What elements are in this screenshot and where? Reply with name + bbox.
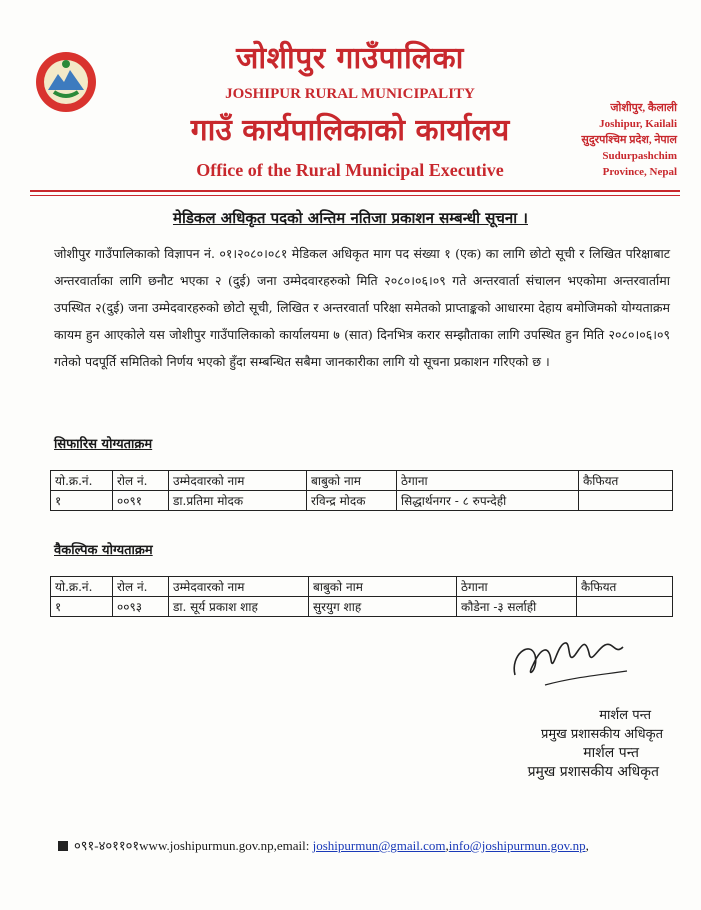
table-row <box>51 597 673 617</box>
table-header-row <box>51 577 673 597</box>
col-header: रोल नं. <box>113 577 169 597</box>
footer-contact <box>58 836 589 854</box>
address-line: जोशीपुर, कैलाली <box>610 102 677 114</box>
notice-body: जोशीपुर गाउँपालिकाको विज्ञापन नं. ०१।२०८०।०८१ मेडिकल अधिकृत माग पद संख्या १ (एक) का लागि छोटो सूची र लिखित परिक्षाबाट अन्तरवार्ताका लागि छनौट भएका २ (दुई) जना उम्मेदवारहरुको मिति २०८०।०६।०९ गते अन्तरवार्ता संचालन भएकोमा अन्तरवार्तामा उपस्थित २(दुई) जना उम्मेदवारहरुको छोटो सूची, लिखित र अन्तरवार्ता परिक्षा समेतको प्राप्ताङ्कको आधारमा देहाय बमोजिमको योग्यताक्रम कायम हुन आएकोले यस जोशीपुर गाउँपालिकाको कार्यालयमा ७ (सात) दिनभित्र करार सम्झौताका लागि उपस्थित हुन मिति २०८०।०६।०९ गतेको पदपूर्ति समितिको निर्णय भएको हुँदा सम्बन्धित सबैमा जानकारीका लागि यो सूचना प्रकाशन गरिएको छ । <box>54 246 670 369</box>
municipality-name-english: JOSHIPUR RURAL MUNICIPALITY <box>225 86 475 102</box>
footer-separator: , <box>445 838 449 853</box>
table-cell: ००९३ <box>113 597 169 617</box>
col-header: उम्मेदवारको नाम <box>169 471 307 491</box>
handwritten-signature-icon <box>505 625 635 695</box>
address-line: Joshipur, Kailali <box>599 118 677 130</box>
office-name-nepali: गाउँ कार्यपालिकाको कार्यालय <box>190 113 510 148</box>
col-header: रोल नं. <box>113 471 169 491</box>
table-cell: सिद्धार्थनगर - ८ रुपन्देही <box>397 491 579 511</box>
email-link-info[interactable]: info@joshipurmun.gov.np <box>448 838 586 853</box>
municipality-name-nepali: जोशीपुर गाउँपालिका <box>236 41 464 76</box>
stamp-designation: प्रमुख प्रशासकीय अधिकृत <box>527 764 659 780</box>
col-header: बाबुको नाम <box>309 577 457 597</box>
col-header: यो.क्र.नं. <box>51 471 113 491</box>
table-cell: ००९१ <box>113 491 169 511</box>
col-header: बाबुको नाम <box>307 471 397 491</box>
table-cell: कौडेना -३ सर्लाही <box>457 597 577 617</box>
col-header: उम्मेदवारको नाम <box>169 577 309 597</box>
table-cell: सुरयुग शाह <box>309 597 457 617</box>
recommended-section-title: सिफारिस योग्यताक्रम <box>54 437 153 452</box>
email-link-gmail[interactable]: joshipurmun@gmail.com <box>312 838 446 853</box>
alternate-section-title: वैकल्पिक योग्यताक्रम <box>54 543 153 558</box>
office-address <box>527 100 677 180</box>
table-row <box>51 491 673 511</box>
table-cell: डा.प्रतिमा मोदक <box>169 491 307 511</box>
table-header-row <box>51 471 673 491</box>
table-cell: रविन्द्र मोदक <box>307 491 397 511</box>
recommended-table <box>50 470 673 511</box>
table-cell <box>579 491 673 511</box>
header-divider-thin <box>30 195 680 196</box>
signer-name: मार्शल पन्त <box>599 708 651 723</box>
col-header: कैफियत <box>579 471 673 491</box>
table-cell: १ <box>51 491 113 511</box>
signer-designation: प्रमुख प्रशासकीय अधिकृत <box>540 727 663 742</box>
alternate-table <box>50 576 673 617</box>
col-header: ठेगाना <box>457 577 577 597</box>
address-line: सुदुरपश्चिम प्रदेश, नेपाल <box>581 134 677 146</box>
nepal-emblem-icon <box>34 50 98 114</box>
table-cell: डा. सूर्य प्रकाश शाह <box>169 597 309 617</box>
table-cell: १ <box>51 597 113 617</box>
notice-title: मेडिकल अधिकृत पदको अन्तिम नतिजा प्रकाशन सम्बन्धी सूचना । <box>172 209 528 227</box>
table-cell <box>577 597 673 617</box>
footer-end: , <box>585 838 589 853</box>
address-line: Sudurpashchim <box>602 150 677 162</box>
office-name-english: Office of the Rural Municipal Executive <box>196 160 504 180</box>
header-divider <box>30 190 680 192</box>
col-header: कैफियत <box>577 577 673 597</box>
phone-icon <box>58 841 68 851</box>
footer-phone-web: ०९१-४०११०१www.joshipurmun.gov.np,email: <box>74 838 313 853</box>
address-line: Province, Nepal <box>602 166 677 178</box>
col-header: ठेगाना <box>397 471 579 491</box>
col-header: यो.क्र.नं. <box>51 577 113 597</box>
stamp-name: मार्शल पन्त <box>583 745 639 761</box>
